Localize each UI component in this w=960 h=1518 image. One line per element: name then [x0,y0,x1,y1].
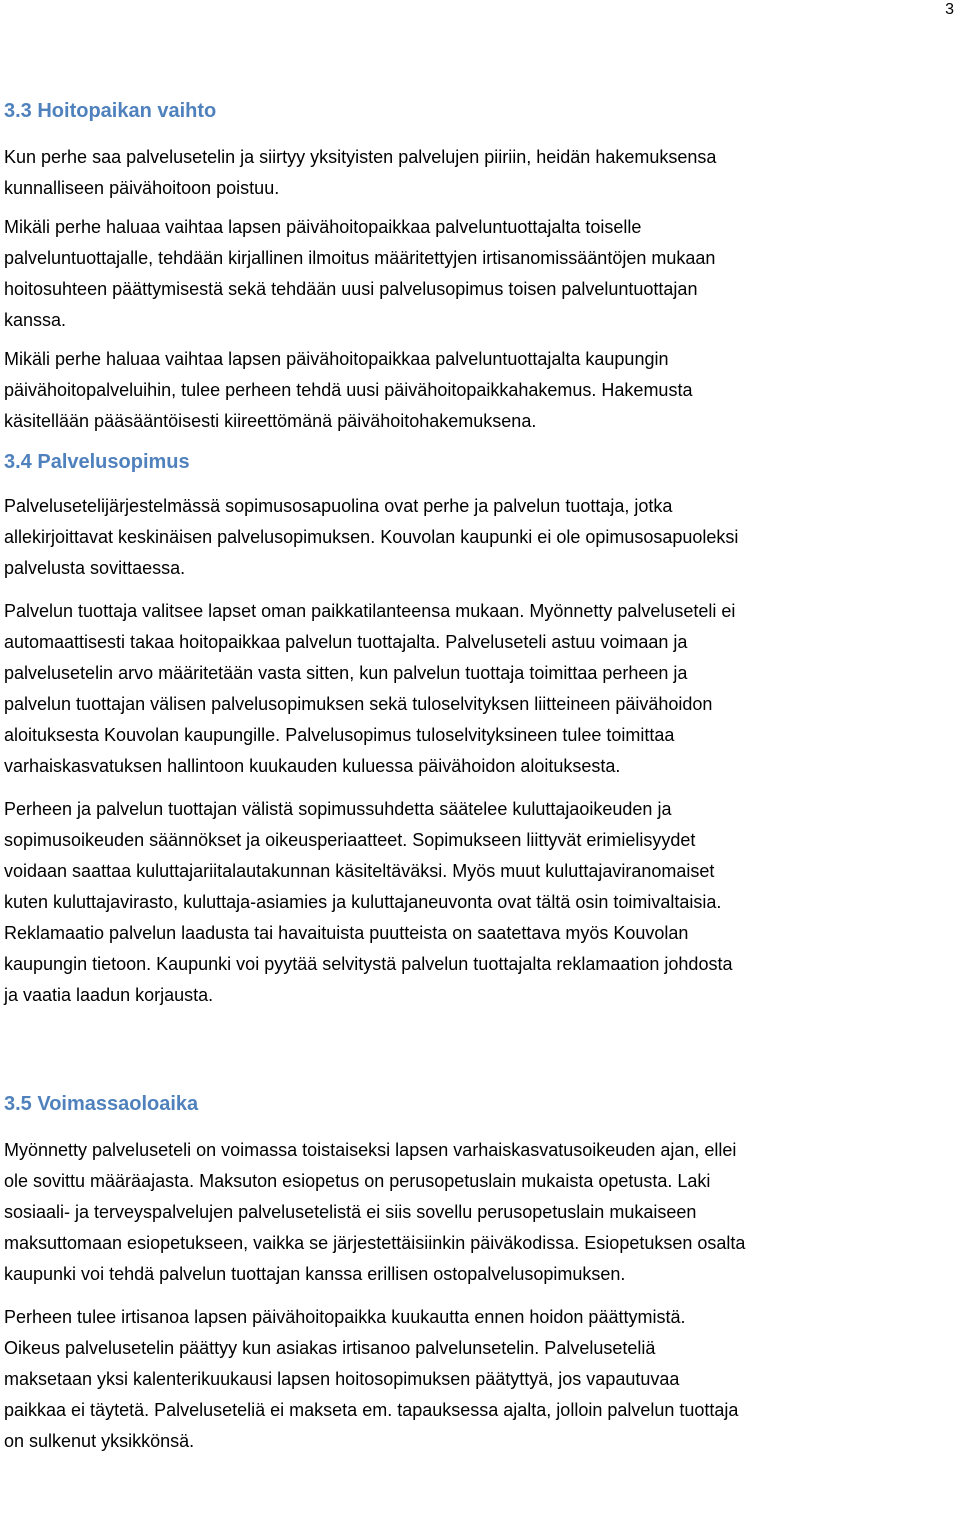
section-3-3-paragraph-2: Mikäli perhe haluaa vaihtaa lapsen päivähoitopaikkaa palveluntuottajalta toiselle palveluntuottajalle, tehdään kirjallinen ilmoitus määritettyjen irtisanomissääntöjen mukaan hoitosuhteen päättymisestä sekä tehdään uusi palvelusopimus toisen palveluntuottajan kanssa. [4,217,716,330]
section-3-5-paragraph-2: Perheen tulee irtisanoa lapsen päivähoitopaikka kuukautta ennen hoidon päättymistä. Oikeus palvelusetelin päättyy kun asiakas irtisanoo palvelunsetelin. Palveluseteliä maksetaan yksi kalenterikuukausi lapsen hoitosopimuksen päätyttyä, jos vapautuvaa paikkaa ei täytetä. Palveluseteliä ei makseta em. tapauksessa ajalta, jolloin palvelun tuottaja on sulkenut yksikkönsä. [4,1307,739,1451]
section-3-3-paragraph-3: Mikäli perhe haluaa vaihtaa lapsen päivähoitopaikkaa palveluntuottajalta kaupungin päivähoitopalveluihin, tulee perheen tehdä uusi päivähoitopaikkahakemus. Hakemusta käsitellään pääsääntöisesti kiireettömänä päivähoitohakemuksena. [4,349,693,431]
section-heading-3-3: 3.3 Hoitopaikan vaihto [4,100,217,122]
section-heading-3-5: 3.5 Voimassaoloaika [4,1093,199,1115]
section-3-5-paragraph-1: Myönnetty palveluseteli on voimassa toistaiseksi lapsen varhaiskasvatusoikeuden ajan, ellei ole sovittu määräajasta. Maksuton esiopetus on perusopetuslain mukaista opetusta. Laki sosiaali- ja terveyspalvelujen palvelusetelistä ei siis sovellu perusopetuslain mukaiseen maksuttomaan esiopetukseen, vaikka se järjestettäisiinkin päiväkodissa. Esiopetuksen osalta kaupunki voi tehdä palvelun tuottajan kanssa erillisen ostopalvelusopimuksen. [4,1140,746,1284]
section-3-4-paragraph-1: Palvelusetelijärjestelmässä sopimusosapuolina ovat perhe ja palvelun tuottaja, jotka allekirjoittavat keskinäisen palvelusopimuksen. Kouvolan kaupunki ei ole opimusosapuoleksi palvelusta sovittaessa. [4,496,739,578]
section-heading-3-4: 3.4 Palvelusopimus [4,451,190,473]
section-3-3-paragraph-1: Kun perhe saa palvelusetelin ja siirtyy yksityisten palvelujen piiriin, heidän hakemuksensa kunnalliseen päivähoitoon poistuu. [4,147,717,198]
page-number: 3 [945,1,954,18]
section-3-4-paragraph-3: Perheen ja palvelun tuottajan välistä sopimussuhdetta säätelee kuluttajaoikeuden ja sopimusoikeuden säännökset ja oikeusperiaatteet. Sopimukseen liittyvät erimielisyydet voidaan saattaa kuluttajariitalautakunnan käsiteltäväksi. Myös muut kuluttajaviranomaiset kuten kuluttajavirasto, kuluttaja-asiamies ja kuluttajaneuvonta ovat tältä osin toimivaltaisia. Reklamaatio palvelun laadusta tai havaituista puutteista on saatettava myös Kouvolan kaupungin tietoon. Kaupunki voi pyytää selvitystä palvelun tuottajalta reklamaation johdosta ja vaatia laadun korjausta. [4,799,733,1005]
document-content [4,96,958,1457]
section-3-4-paragraph-2: Palvelun tuottaja valitsee lapset oman paikkatilanteensa mukaan. Myönnetty palveluseteli ei automaattisesti takaa hoitopaikkaa palvelun tuottajalta. Palveluseteli astuu voimaan ja palvelusetelin arvo määritetään vasta sitten, kun palvelun tuottaja toimittaa perheen ja palvelun tuottajan välisen palvelusopimuksen sekä tuloselvityksen liitteineen päivähoidon aloituksesta Kouvolan kaupungille. Palvelusopimus tuloselvityksineen tulee toimittaa varhaiskasvatuksen hallintoon kuukauden kuluessa päivähoidon aloituksesta. [4,601,736,776]
